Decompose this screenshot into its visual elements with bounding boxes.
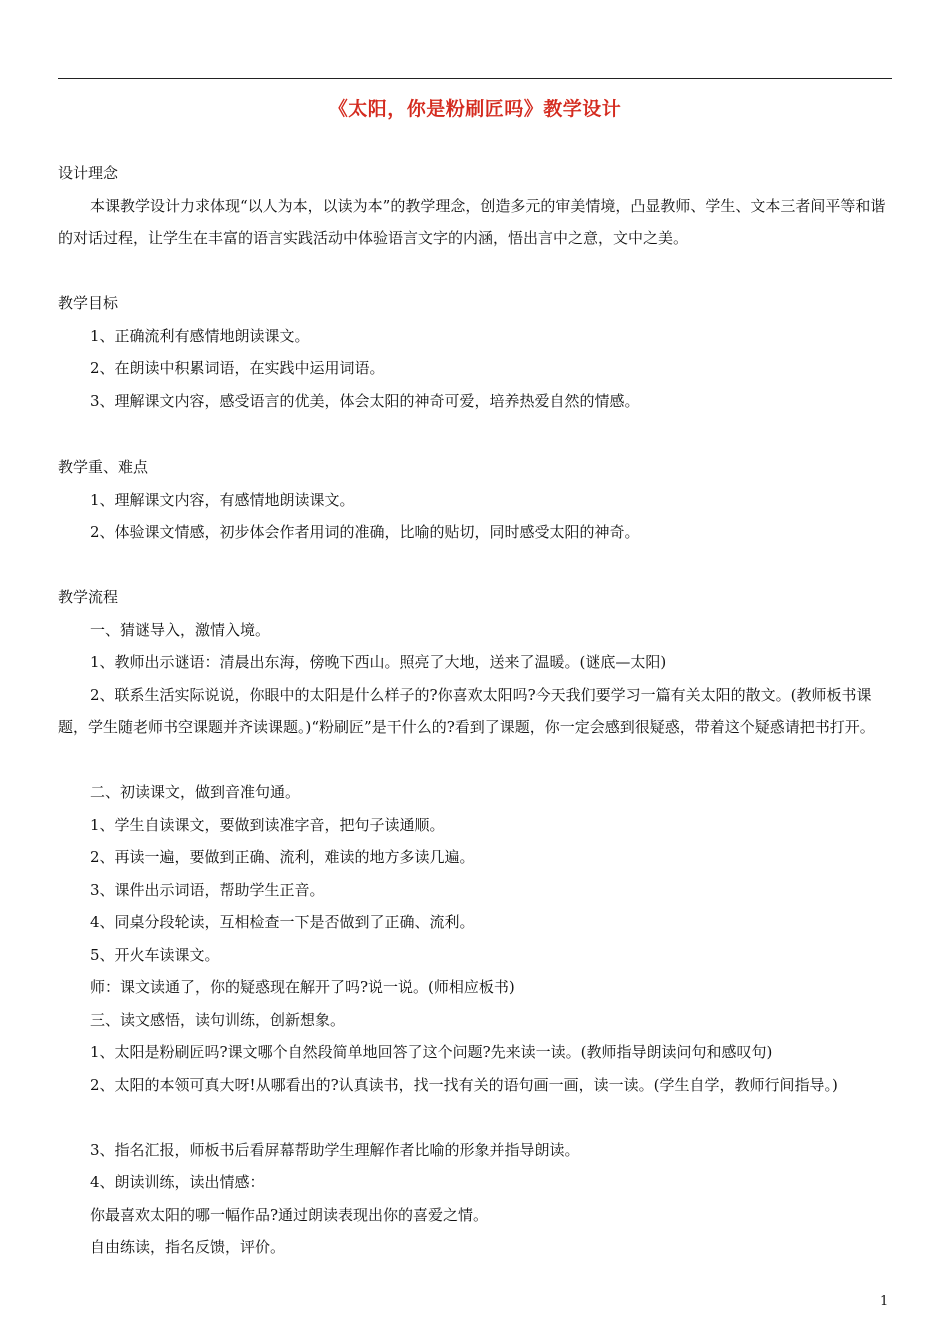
section-heading-teaching-process: 教学流程 <box>58 588 119 606</box>
process-step: 4、同桌分段轮读，互相检查一下是否做到了正确、流利。 <box>90 913 475 931</box>
list-item: 3、理解课文内容，感受语言的优美，体会太阳的神奇可爱，培养热爱自然的情感。 <box>90 392 640 410</box>
design-concept-paragraph: 本课教学设计力求体现“以人为本，以读为本”的教学理念，创造多元的审美情境，凸显教师、学生、文本三者间平等和谐的对话过程，让学生在丰富的语言实践活动中体验语言文字的内涵，悟出言中之意，文中之美。 <box>58 197 886 247</box>
process-step: 2、联系生活实际说说，你眼中的太阳是什么样子的?你喜欢太阳吗?今天我们要学习一篇有关太阳的散文。(教师板书课题，学生随老师书空课题并齐读课题。)“粉刷匠”是干什么的?看到了课题，你一定会感到很疑惑，带着这个疑惑请把书打开。 <box>58 686 875 736</box>
process-step: 三、读文感悟，读句训练，创新想象。 <box>90 1011 346 1029</box>
header-rule <box>58 78 892 79</box>
list-item: 1、理解课文内容，有感情地朗读课文。 <box>90 491 355 509</box>
process-step: 2、太阳的本领可真大呀!从哪看出的?认真读书，找一找有关的语句画一画，读一读。(学生自学，教师行间指导。) <box>90 1076 838 1094</box>
list-item: 2、体验课文情感，初步体会作者用词的准确，比喻的贴切，同时感受太阳的神奇。 <box>90 523 640 541</box>
process-step: 2、再读一遍，要做到正确、流利，难读的地方多读几遍。 <box>90 848 475 866</box>
section-heading-key-points: 教学重、难点 <box>58 458 149 476</box>
process-step: 一、猜谜导入，激情入境。 <box>90 621 271 639</box>
process-step: 3、指名汇报，师板书后看屏幕帮助学生理解作者比喻的形象并指导朗读。 <box>90 1141 580 1159</box>
section-heading-design-concept: 设计理念 <box>58 164 119 182</box>
process-step: 5、开火车读课文。 <box>90 946 220 964</box>
document-title: 《太阳，你是粉刷匠吗》教学设计 <box>328 98 622 120</box>
process-step: 4、朗读训练，读出情感： <box>90 1173 265 1191</box>
section-heading-teaching-goals: 教学目标 <box>58 294 119 312</box>
process-step: 1、太阳是粉刷匠吗?课文哪个自然段简单地回答了这个问题?先来读一读。(教师指导朗读问句和感叹句) <box>90 1043 773 1061</box>
process-step: 师：课文读通了，你的疑惑现在解开了吗?说一说。(师相应板书) <box>90 978 515 996</box>
list-item: 1、正确流利有感情地朗读课文。 <box>90 327 310 345</box>
process-step: 二、初读课文，做到音准句通。 <box>90 783 301 801</box>
process-step: 1、学生自读课文，要做到读准字音，把句子读通顺。 <box>90 816 445 834</box>
list-item: 2、在朗读中积累词语，在实践中运用词语。 <box>90 359 385 377</box>
process-step: 3、课件出示词语，帮助学生正音。 <box>90 881 325 899</box>
process-step: 自由练读，指名反馈，评价。 <box>90 1238 286 1256</box>
process-step: 1、教师出示谜语：清晨出东海，傍晚下西山。照亮了大地，送来了温暖。(谜底—太阳) <box>90 653 667 671</box>
process-step: 你最喜欢太阳的哪一幅作品?通过朗读表现出你的喜爱之情。 <box>90 1206 489 1224</box>
page-number: 1 <box>880 1294 889 1309</box>
